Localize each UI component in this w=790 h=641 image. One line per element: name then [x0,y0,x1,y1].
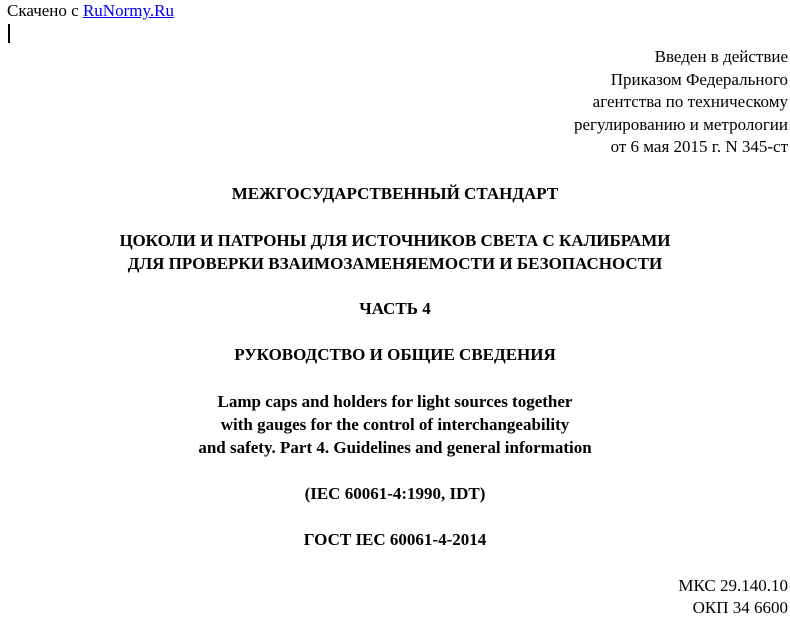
approval-line: агентства по техническому [592,92,788,111]
download-notice [7,1,174,21]
mks-code: МКС 29.140.10 [678,576,788,595]
english-title-line: Lamp caps and holders for light sources together [217,392,573,411]
approval-line: от 6 мая 2015 г. N 345-ст [610,137,788,156]
gost-number-text: ГОСТ IEC 60061-4-2014 [303,530,487,549]
runormy-link[interactable]: RuNormy.Ru [82,1,174,20]
approval-block [574,46,788,159]
standard-name-heading [0,229,790,275]
iec-reference [0,482,790,505]
text-cursor [8,24,10,43]
approval-line: регулированию и метрологии [573,114,788,134]
approval-line: Приказом Федерального [610,69,788,89]
part-name-text: РУКОВОДСТВО И ОБЩИЕ СВЕДЕНИЯ [234,345,556,364]
standard-type-text: МЕЖГОСУДАРСТВЕННЫЙ СТАНДАРТ [231,184,559,203]
gost-number [0,528,790,551]
standard-name-line: ДЛЯ ПРОВЕРКИ ВЗАИМОЗАМЕНЯЕМОСТИ И БЕЗОПАСНОСТИ [127,254,663,273]
iec-reference-text: (IEC 60061-4:1990, IDT) [304,484,486,503]
approval-line: Введен в действие [654,47,788,66]
part-heading [0,297,790,320]
english-title-line: and safety. Part 4. Guidelines and general information [198,438,592,457]
classification-codes [678,575,788,619]
okp-code: ОКП 34 6600 [692,598,788,617]
standard-name-line: ЦОКОЛИ И ПАТРОНЫ ДЛЯ ИСТОЧНИКОВ СВЕТА С КАЛИБРАМИ [119,231,671,250]
english-title [0,390,790,459]
standard-type-heading [0,182,790,205]
part-name-heading [0,343,790,366]
english-title-line: with gauges for the control of interchangeability [220,415,570,434]
part-text: ЧАСТЬ 4 [359,299,431,318]
download-notice-prefix: Скачено с [7,1,83,20]
